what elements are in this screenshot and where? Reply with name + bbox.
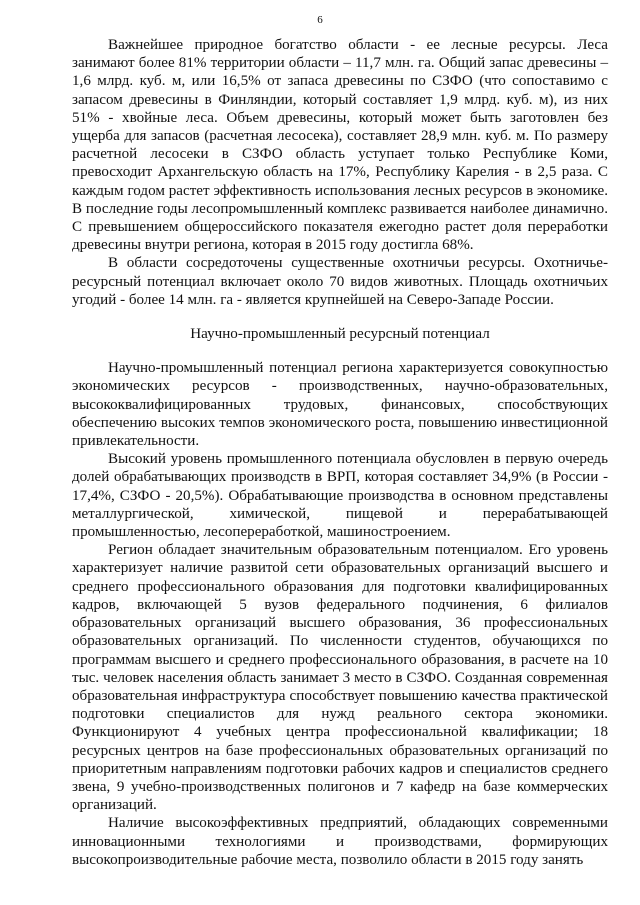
paragraph-high-performance-enterprises: Наличие высокоэффективных предприятий, обладающих современными инновационными технологиями и производствами, формирующих высокопроизводительные рабочие места, позволило области в 2015 году занять	[72, 815, 608, 868]
paragraph-forest-resources: Важнейшее природное богатство области - ее лесные ресурсы. Леса занимают более 81% территории области – 11,7 млн. га. Общий запас древесины – 1,6 млрд. куб. м, или 16,5% от запаса древесины по СЗФО (что сопоставимо с запасом древесины в Финляндии, который составляет 1,9 млрд. куб. м), из них 51% - хвойные леса. Объем древесины, который может быть заготовлен без ущерба для запасов (расчетная лесосека), составляет 28,9 млн. куб. м. По размеру расчетной лесосеки в СЗФО область уступает только Республике Коми, превосходит Архангельскую область на 17%, Республику Карелия - в 2,5 раза. С каждым годом растет эффективность использования лесных ресурсов в экономике. В последние годы лесопромышленный комплекс развивается наиболее динамично. С превышением общероссийского показателя ежегодно растет доля переработки древесины внутри региона, которая в 2015 году достигла 68%.	[72, 37, 608, 254]
paragraph-scientific-industrial-potential: Научно-промышленный потенциал региона характеризуется совокупностью экономических ресурсов - производственных, научно-образовательных, высококвалифицированных трудовых, финансовых, способствующих обеспечению высоких темпов экономического роста, повышению инвестиционной привлекательности.	[72, 360, 608, 450]
page-number: 6	[317, 14, 323, 26]
section-heading: Научно-промышленный ресурсный потенциал	[190, 326, 490, 343]
paragraph-educational-potential: Регион обладает значительным образовательным потенциалом. Его уровень характеризует наличие развитой сети образовательных организаций высшего и среднего профессионального образования для подготовки квалифицированных кадров, включающей 5 вузов федерального подчинения, 6 филиалов образовательных организаций высшего образования, 36 профессиональных образовательных организаций. По численности студентов, обучающихся по программам высшего и среднего профессионального образования, в расчете на 10 тыс. человек населения область занимает 3 место в СЗФО. Созданная современная образовательная инфраструктура способствует повышению качества практической подготовки специалистов для нужд реального сектора экономики. Функционируют 4 учебных центра профессиональной квалификации; 18 ресурсных центров на базе профессиональных образовательных организаций по приоритетным направлениям подготовки рабочих кадров и специалистов среднего звена, 9 учебно-производственных полигонов и 7 кафедр на базе коммерческих организаций.	[72, 542, 608, 814]
paragraph-hunting-resources: В области сосредоточены существенные охотничьи ресурсы. Охотничье-ресурсный потенциал включает около 70 видов животных. Площадь охотничьих угодий - более 14 млн. га - является крупнейшей на Северо-Западе России.	[72, 255, 608, 308]
paragraph-industrial-potential: Высокий уровень промышленного потенциала обусловлен в первую очередь долей обрабатывающих производств в ВРП, которая составляет 34,9% (в России - 17,4%, СЗФО - 20,5%). Обрабатывающие производства в основном представлены металлургической, химической, пищевой и перерабатывающей промышленностью, лесопереработкой, машиностроением.	[72, 451, 608, 541]
document-body	[72, 36, 608, 869]
